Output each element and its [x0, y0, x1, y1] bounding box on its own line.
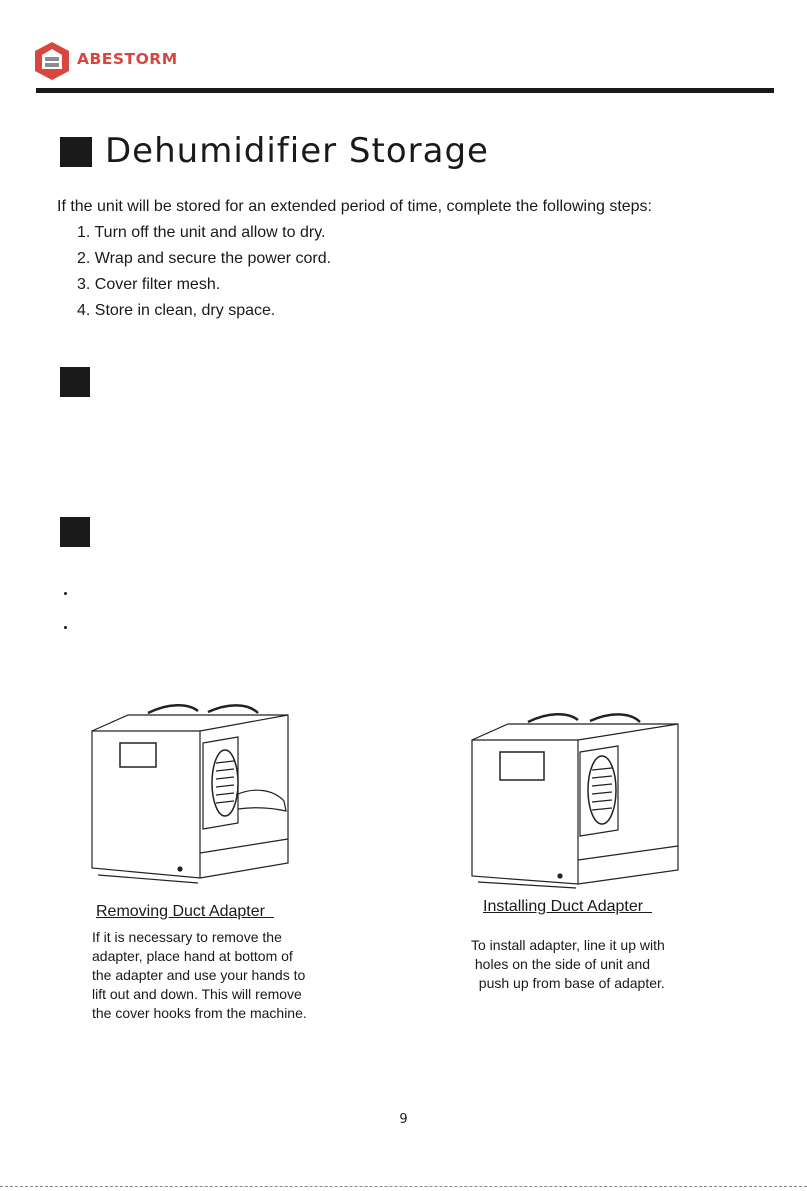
installing-description: To install adapter, line it up with holes on the side of unit and push up from base of adapter.: [471, 937, 665, 991]
section-marker: [60, 137, 92, 167]
removing-duct-adapter-illustration: [88, 703, 300, 885]
storage-intro: If the unit will be stored for an extended period of time, complete the following steps:: [57, 198, 652, 215]
bullet-dot: [64, 626, 67, 629]
brand-name: ABESTORM: [77, 50, 178, 68]
list-item: 3. Cover filter mesh.: [77, 276, 221, 293]
page-header: [0, 0, 807, 95]
section-title: Dehumidifier Storage: [105, 131, 489, 171]
list-item: 2. Wrap and secure the power cord.: [77, 250, 332, 267]
section-marker: [60, 517, 90, 547]
installing-caption: Installing Duct Adapter: [483, 898, 652, 915]
removing-description: If it is necessary to remove the adapter, place hand at bottom of the adapter and use your hands to lift out and down. This will remove the cover hooks from the machine.: [92, 929, 307, 1021]
section-marker: [60, 367, 90, 397]
header-rule: [36, 88, 774, 93]
bullet-dot: [64, 592, 67, 595]
page-number: 9: [399, 1112, 408, 1127]
brand-logo-icon: [34, 41, 70, 81]
list-item: 4. Store in clean, dry space.: [77, 302, 276, 319]
storage-steps: [77, 225, 331, 329]
list-item: 1. Turn off the unit and allow to dry.: [77, 224, 326, 241]
page-bottom-edge: [0, 1186, 807, 1187]
removing-caption: Removing Duct Adapter: [96, 903, 274, 920]
installing-duct-adapter-illustration: [468, 712, 686, 890]
